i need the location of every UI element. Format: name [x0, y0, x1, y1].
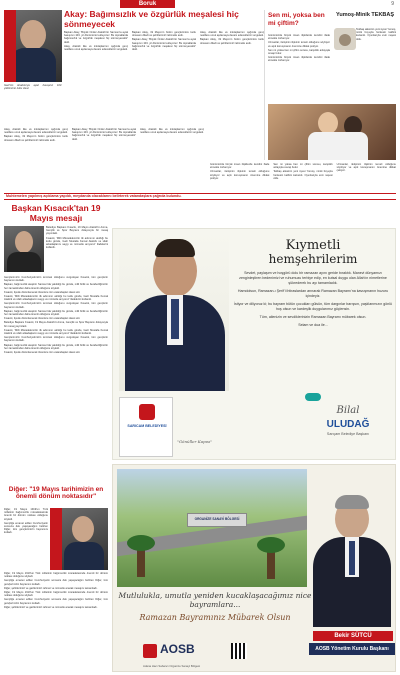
middle-para: Başkan Akay, 'Büyük Önder Atatürk'ün Samsun'a ayak basışının 103. yıl dönümünü kutluyoruz. Bu topraklarda bağımsızlık ve özgürlük meşalesi hiç sönmeyecektir' dedi. — [72, 128, 136, 141]
qr-icon — [231, 643, 247, 659]
top-story-headline: Akay: Bağımsızlık ve özgürlük meşalesi hiç sönmeyecek — [64, 9, 239, 29]
kisacik-para: Gençlerimizin Cumhuriyetimizin teminatı olduğunu vurgulayan Kısacık, tüm gençlerin bayramını kutladı. — [4, 276, 108, 283]
saricam-badge — [119, 397, 173, 457]
diger-para: Gençliğe emanet edilen Cumhuriyetin sonsuza dek yaşayacağını belirten Diğer, tüm gençlerimizin bayramını kutladı. — [4, 579, 108, 586]
middle-para: Başkan Akay, 19 Mayıs'ın bütün gençlerimize kutlu olmasını diledi ve şehitlerimizi rahmetle andı. — [4, 135, 68, 142]
ad1-paragraph: İstiyor ve diliyoruz ki; bu bayram bütün çocukları gülsün, tüm dargınlar barışsın, yaşlılarımızın gönlü hoş olsun ve kardeşlik duygularımız güçlensin. — [234, 302, 392, 311]
kisacik-para: Kısacık, 'Milli Mücadelemizin ilk adımının atıldığı bu kutlu günde, Gazi Mustafa Kemal Atatürk ve silah arkadaşlarını saygı ve minnetle anıyoruz' ifadelerini kullandı. — [4, 328, 108, 336]
kisacik-para: Kısacık, 'Milli Mücadelemizin ilk adımının atıldığı bu kutlu günde, Gazi Mustafa Kemal Atatürk ve silah arkadaşlarını saygı ve minnetle anıyoruz' ifadelerini kullandı. — [46, 236, 108, 250]
kisacik-para: Kısacık, ilçede düzenlenecek törenlere tüm vatandaşları davet etti. — [4, 351, 81, 355]
diger-para: Gençliğe emanet edilen Cumhuriyetin sonsuza dek yaşayacağını belirten Diğer, tüm gençlerimizin bayramını kutladı. — [4, 598, 108, 605]
diger-para: Diğer, şehitlerimizi ve gazilerimizi rahmet ve minnetle anarak mesajını tamamladı. — [4, 586, 98, 590]
middle-body — [4, 128, 204, 190]
kisacik-para: Başkan, bağımsızlık ateşinin Samsun'da yakıldığı bu günde, milli birlik ve beraberliğimizin her zamankinden daha önemli olduğunu söyledi. — [4, 309, 108, 317]
aosb-signer-name: Bekir SÜTCÜ — [313, 631, 393, 641]
kisacik-headline: Başkan Kısacık'tan 19 Mayıs mesajı — [4, 204, 108, 223]
lower-mid-para: Uzmanlar, iletişimin ilişkinin temeli olduğunu söylüyor ve açık konuşmanın önemine dikkat çekiyor. — [336, 163, 396, 173]
diger-body-b — [4, 572, 108, 672]
aosb-sign: ORGANİZE SANAYİ BÖLGESİ — [194, 517, 240, 521]
kisacik-para: Gençlerimizin Cumhuriyetimizin teminatı olduğunu vurgulayan Kısacık, tüm gençlerin bayramını kutladı. — [4, 336, 108, 343]
ad1-title-line1: Kıymetli — [285, 238, 341, 253]
kisacik-body-2 — [4, 276, 108, 482]
kisacik-body — [46, 226, 108, 276]
badge-name: SARICAM BELEDİYESİ — [127, 424, 167, 428]
kisacik-para: Belediye Başkanı Kısacık, 19 Mayıs Atatürk'ü Anma, Gençlik ve Spor Bayramı dolayısıyla bir mesaj yayımladı. — [4, 321, 108, 328]
aosb-subline: Ramazan Bayramınız Mübarek Olsun — [139, 613, 291, 622]
top-story-caption: Gazi'nin Anadolu'ya ayak basışının 103. yıldönümü kutlu olsun — [4, 84, 62, 91]
mid-banner-text: Muhtemelen yapılmış açıklama yapıldı, meydanda olacaklarını belirterek vatandaşlara çağrıda bulundu. — [6, 194, 182, 198]
kisacik-para: Başkan, bağımsızlık ateşinin Samsun'da yakıldığı bu günde, milli birlik ve beraberliğimizin her zamankinden daha önemli olduğunu söyledi. — [4, 283, 108, 290]
top-story-body — [64, 31, 264, 126]
yumos-photo — [334, 28, 356, 50]
page-number: 9 — [391, 1, 394, 7]
top-story-para: Başkan Akay, 'Büyük Önder Atatürk'ün Samsun'a ayak basışının 103. yıl dönümünü kutluyoruz. Bu topraklarda bağımsızlık ve özgürlük meşalesi hiç sönmeyecektir' dedi. — [64, 31, 128, 44]
lower-mid-para: Uzmanlar, iletişimin ilişkinin temeli olduğunu söylüyor ve açık konuşmanın önemine dikkat çekiyor. — [210, 170, 270, 180]
ad1-paragraph: Selam ve dua ile... — [298, 323, 328, 327]
bayram-ad-aosb — [112, 464, 396, 672]
kisacik-para: Gençlerimizin Cumhuriyetimizin teminatı olduğunu vurgulayan Kısacık, tüm gençlerin bayramını kutladı. — [4, 302, 108, 309]
sutcu-portrait — [309, 489, 395, 627]
ad1-signature: Bilal — [336, 405, 360, 416]
diger-para: Diğer, 19 Mayıs 1919'un Türk milletinin bağımsızlık mücadelesinde önemli bir dönüm noktası olduğunu söyledi. — [4, 508, 48, 521]
saricam-logo-icon — [139, 404, 155, 420]
bayram-ad-saricam — [112, 228, 396, 460]
diger-para: Diğer, şehitlerimizi ve gazilerimizi rahmet ve minnetle anarak mesajını tamamladı. — [4, 605, 98, 609]
aosb-aerial-photo — [117, 469, 307, 587]
aosb-headline: Mutlulukla, umutla yeniden kucaklaşacağımız nice bayramlara... — [118, 591, 312, 609]
side-story-para: Günümüzde birçok insan ilişkilerde kendini ifade etmekte zorlanıyor. — [268, 56, 330, 63]
ad1-message — [233, 271, 393, 331]
badge-tagline: "Gönüller Kapısı" — [177, 439, 213, 444]
diger-body-a — [4, 508, 48, 568]
uludag-portrait — [119, 233, 229, 391]
ad1-paragraph: Hamdolsun, Ramazan-ı Şerif'i ihtiraslardan arınarak Ramazan Bayramı'na kavuşmanın huzuru içindeyiz. — [237, 289, 389, 298]
diger-para: Diğer, 19 Mayıs 1919'un Türk milletinin bağımsızlık mücadelesinde önemli bir dönüm noktası olduğunu söyledi. — [4, 591, 108, 598]
side-story-para: Günümüzde birçok insan ilişkilerde kendini ifade etmekte zorlanıyor. — [268, 34, 330, 41]
aosb-logo-text: AOSB — [160, 642, 195, 656]
side-story-body — [268, 34, 330, 102]
side-story-para: Sen mi yoksa ben mi çiftim sorusu, karşılıklı anlayışla cevap bulur. — [268, 48, 330, 56]
kisacik-para: Başkan, bağımsızlık ateşinin Samsun'da yakıldığı bu günde, milli birlik ve beraberliğimizin her zamankinden daha önemli olduğunu söyledi. — [4, 343, 108, 350]
ad1-signer: ULUDAĞ — [326, 419, 370, 430]
couple-photo — [268, 104, 396, 160]
kisacik-para: Kısacık, ilçede düzenlenecek törenlere tüm vatandaşları davet etti. — [4, 290, 81, 294]
top-story-para: Akay, Atatürk ilke ve inkılaplarının ışığında genç nesillere umut aşılamaya devam edeceklerini vurguladı. — [64, 44, 128, 52]
ad1-signer-title: Sarıçam Belediye Başkanı — [326, 432, 370, 436]
lower-mid-para: Günümüzde birçok insan ilişkilerde kendini ifade etmekte zorlanıyor. — [210, 163, 270, 170]
ad1-title — [233, 239, 393, 266]
kisacik-para: Kısacık, ilçede düzenlenecek törenlere tüm vatandaşları davet etti. — [4, 317, 81, 321]
masthead — [0, 0, 400, 8]
yumos-headline: Yumoş-Minik TEKBAŞ — [335, 12, 395, 18]
diger-portrait — [50, 508, 108, 570]
aosb-logo-caption: Adana Hacı Sabancı Organize Sanayi Bölgesi — [143, 664, 201, 668]
masthead-logo: Boruk — [120, 0, 175, 8]
lower-mid-para: Tekbaş ailesinin yeni üyesi Yumoş, minik boyuyla herkesin kalbini kazandı. Oyunlarıyla evin neşesi oldu. — [273, 170, 333, 180]
aosb-signer-title: AOSB Yönetim Kurulu Başkanı — [309, 643, 395, 655]
side-story-headline: Sen mi, yoksa ben mi çiftim? — [268, 12, 325, 27]
kisacik-para: Kısacık, 'Milli Mücadelemizin ilk adımının atıldığı bu kutlu günde, Gazi Mustafa Kemal Atatürk ve silah arkadaşlarını saygı ve minnetle anıyoruz' ifadelerini kullandı. — [4, 295, 108, 302]
diger-para: Gençliğe emanet edilen Cumhuriyetin sonsuza dek yaşayacağını belirten Diğer, tüm gençlerimizin bayramını kutladı. — [4, 521, 48, 535]
lower-mid-text — [210, 163, 396, 213]
side-story-para: Uzmanlar, iletişimin ilişkinin temeli olduğunu söylüyor ve açık konuşmanın önemine dikkat çekiyor. — [268, 41, 330, 48]
top-story-para: Akay, Atatürk ilke ve inkılaplarının ışığında genç nesillere umut aşılamaya devam edeceklerini vurguladı. — [200, 31, 264, 38]
ad1-paragraph: Sevdet, paylaşım ve hoşgörü dolu bir ramazan ayını geride bıraktık. Manevi dünyamızı zenginleştiren bedenimizi ve ruhumuzu terbiye edip, en kutsal duygu olan Allah'ın nimetlerine şükrederek bu ayı tamamladık. — [239, 271, 387, 285]
middle-para: Akay, Atatürk ilke ve inkılaplarının ışığında genç nesillere umut aşılamaya devam edeceklerini vurguladı. — [4, 128, 68, 135]
ad1-paragraph: Tüm, ailenizin ve sevdiklerinizin Ramazan Bayramı mübarek olsun. — [259, 315, 367, 319]
top-story-para: Başkan Akay, 'Büyük Önder Atatürk'ün Samsun'a ayak basışının 103. yıl dönümünü kutluyoruz. Bu topraklarda bağımsızlık ve özgürlük meşalesi hiç sönmeyecektir' dedi. — [132, 38, 196, 52]
aosb-logo — [143, 641, 223, 663]
diger-para: Diğer, 19 Mayıs 1919'un Türk milletinin bağımsızlık mücadelesinde önemli bir dönüm noktası olduğunu söyledi. — [4, 572, 108, 579]
top-story-para: Başkan Akay, 19 Mayıs'ın bütün gençlerimize kutlu olmasını diledi ve şehitlerimizi rahmetle andı. — [200, 38, 264, 45]
ad1-title-line2: hemşehrilerim — [268, 252, 358, 266]
yumos-body: Tekbaş ailesinin yeni üyesi Yumoş, minik boyuyla herkesin kalbini kazandı. Oyunlarıyla evin neşesi oldu. — [356, 28, 396, 41]
kisacik-portrait — [4, 226, 44, 272]
mid-banner — [4, 193, 396, 200]
kisacik-para: Belediye Başkanı Kısacık, 19 Mayıs Atatürk'ü Anma, Gençlik ve Spor Bayramı dolayısıyla bir mesaj yayımladı. — [46, 226, 108, 236]
aosb-logo-icon — [143, 644, 157, 658]
candy-icon — [305, 393, 321, 401]
top-story-para: Başkan Akay, 19 Mayıs'ın bütün gençlerimize kutlu olmasını diledi ve şehitlerimizi rahmetle andı. — [132, 31, 196, 38]
diger-headline: Diğer: "19 Mayıs tarihimizin en önemli dönüm noktasıdır" — [8, 486, 104, 501]
middle-para: Akay, Atatürk ilke ve inkılaplarının ışığında genç nesillere umut aşılamaya devam edeceklerini vurguladı. — [140, 128, 204, 135]
akay-portrait — [4, 10, 62, 82]
lower-mid-para: Sen mi yoksa ben mi çiftim sorusu, karşılıklı anlayışla cevap bulur. — [273, 163, 333, 170]
